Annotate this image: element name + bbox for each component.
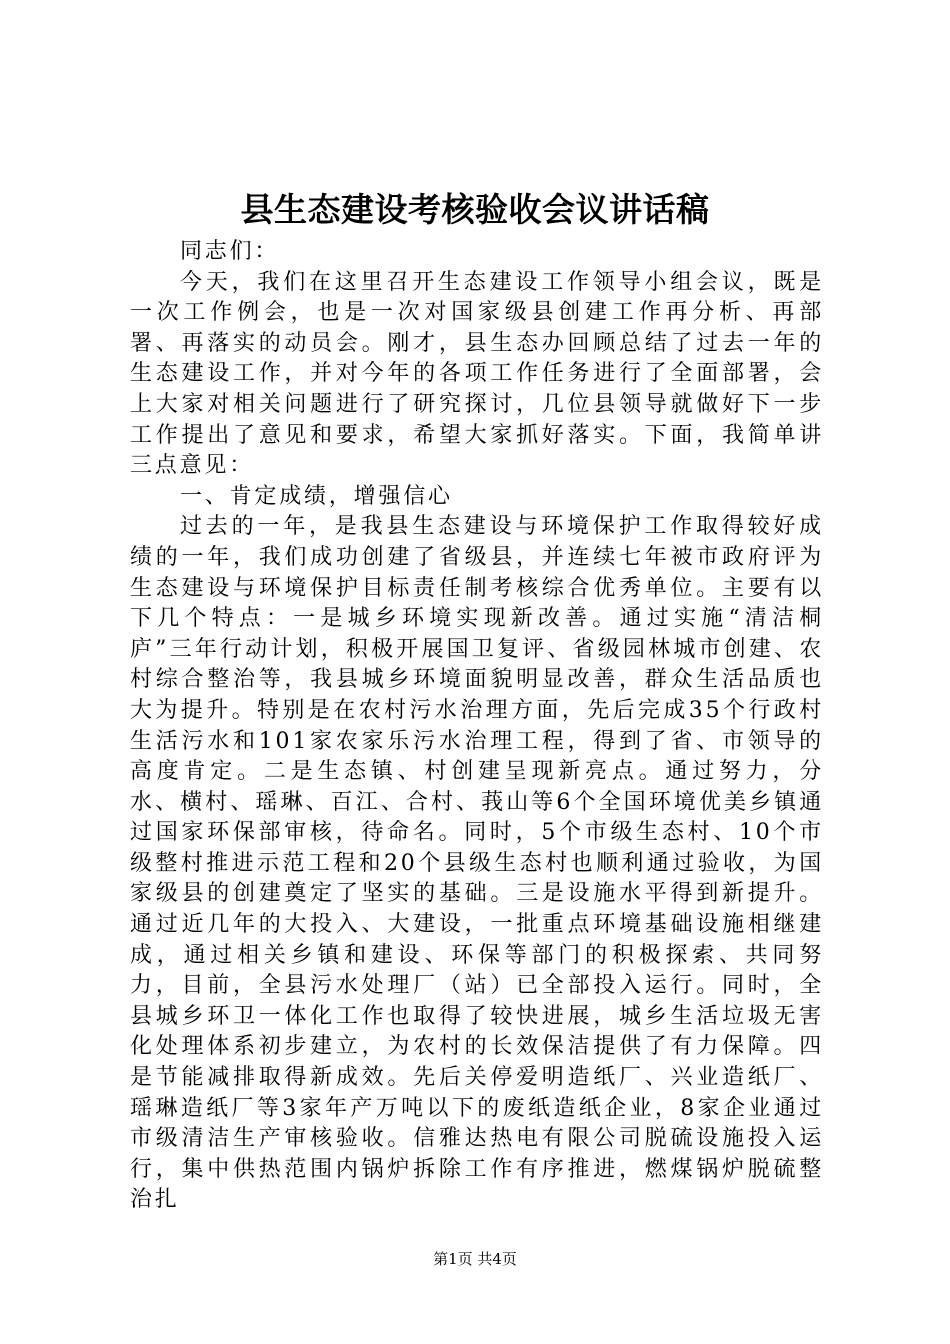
section-heading: 一、肯定成绩，增强信心 (180, 483, 453, 509)
document-title: 县生态建设考核验收会议讲话稿 (240, 190, 710, 229)
paragraph-achievements: 过去的一年，是我县生态建设与环境保护工作取得较好成绩的一年，我们成功创建了省级县，并连续七年被市政府评为生态建设与环境保护目标责任制考核综合优秀单位。主要有以下几个特点：一是城乡环境实现新改善。通过实施“清洁桐庐”三年行动计划，积极开展国卫复评、省级园林城市创建、农村综合整治等，我县城乡环境面貌明显改善，群众生活品质也大为提升。特别是在农村污水治理方面，先后完成35个行政村生活污水和101家农家乐污水治理工程，得到了省、市领导的高度肯定。二是生态镇、村创建呈现新亮点。通过努力，分水、横村、瑶琳、百江、合村、莪山等6个全国环境优美乡镇通过国家环保部审核，待命名。同时，5个市级生态村、10个市级整村推进示范工程和20个县级生态村也顺利通过验收，为国家级县的创建奠定了坚实的基础。三是设施水平得到新提升。通过近几年的大投入、大建设，一批重点环境基础设施相继建成，通过相关乡镇和建设、环保等部门的积极探索、共同努力，目前，全县污水处理厂（站）已全部投入运行。同时，全县城乡环卫一体化工作也取得了较快进展，城乡生活垃圾无害化处理体系初步建立，为农村的长效保洁提供了有力保障。四是节能减排取得新成效。先后关停爱明造纸厂、兴业造纸厂、瑶琳造纸厂等3家年产万吨以下的废纸造纸企业，8家企业通过市级清洁生产审核验收。信雅达热电有限公司脱硫设施投入运行，集中供热范围内锅炉拆除工作有序推进，燃煤锅炉脱硫整治扎 (130, 514, 824, 1213)
paragraph-intro: 今天，我们在这里召开生态建设工作领导小组会议，既是一次工作例会，也是一次对国家级县创建工作再分析、再部署、再落实的动员会。刚才，县生态办回顾总结了过去一年的生态建设工作，并对今年的各项工作任务进行了全面部署，会上大家对相关问题进行了研究探讨，几位县领导就做好下一步工作提出了意见和要求，希望大家抓好落实。下面，我简单讲三点意见： (130, 269, 824, 479)
salutation: 同志们： (180, 239, 280, 264)
page-number: 第1页 共4页 (433, 1250, 517, 1268)
document-body (130, 237, 824, 1216)
